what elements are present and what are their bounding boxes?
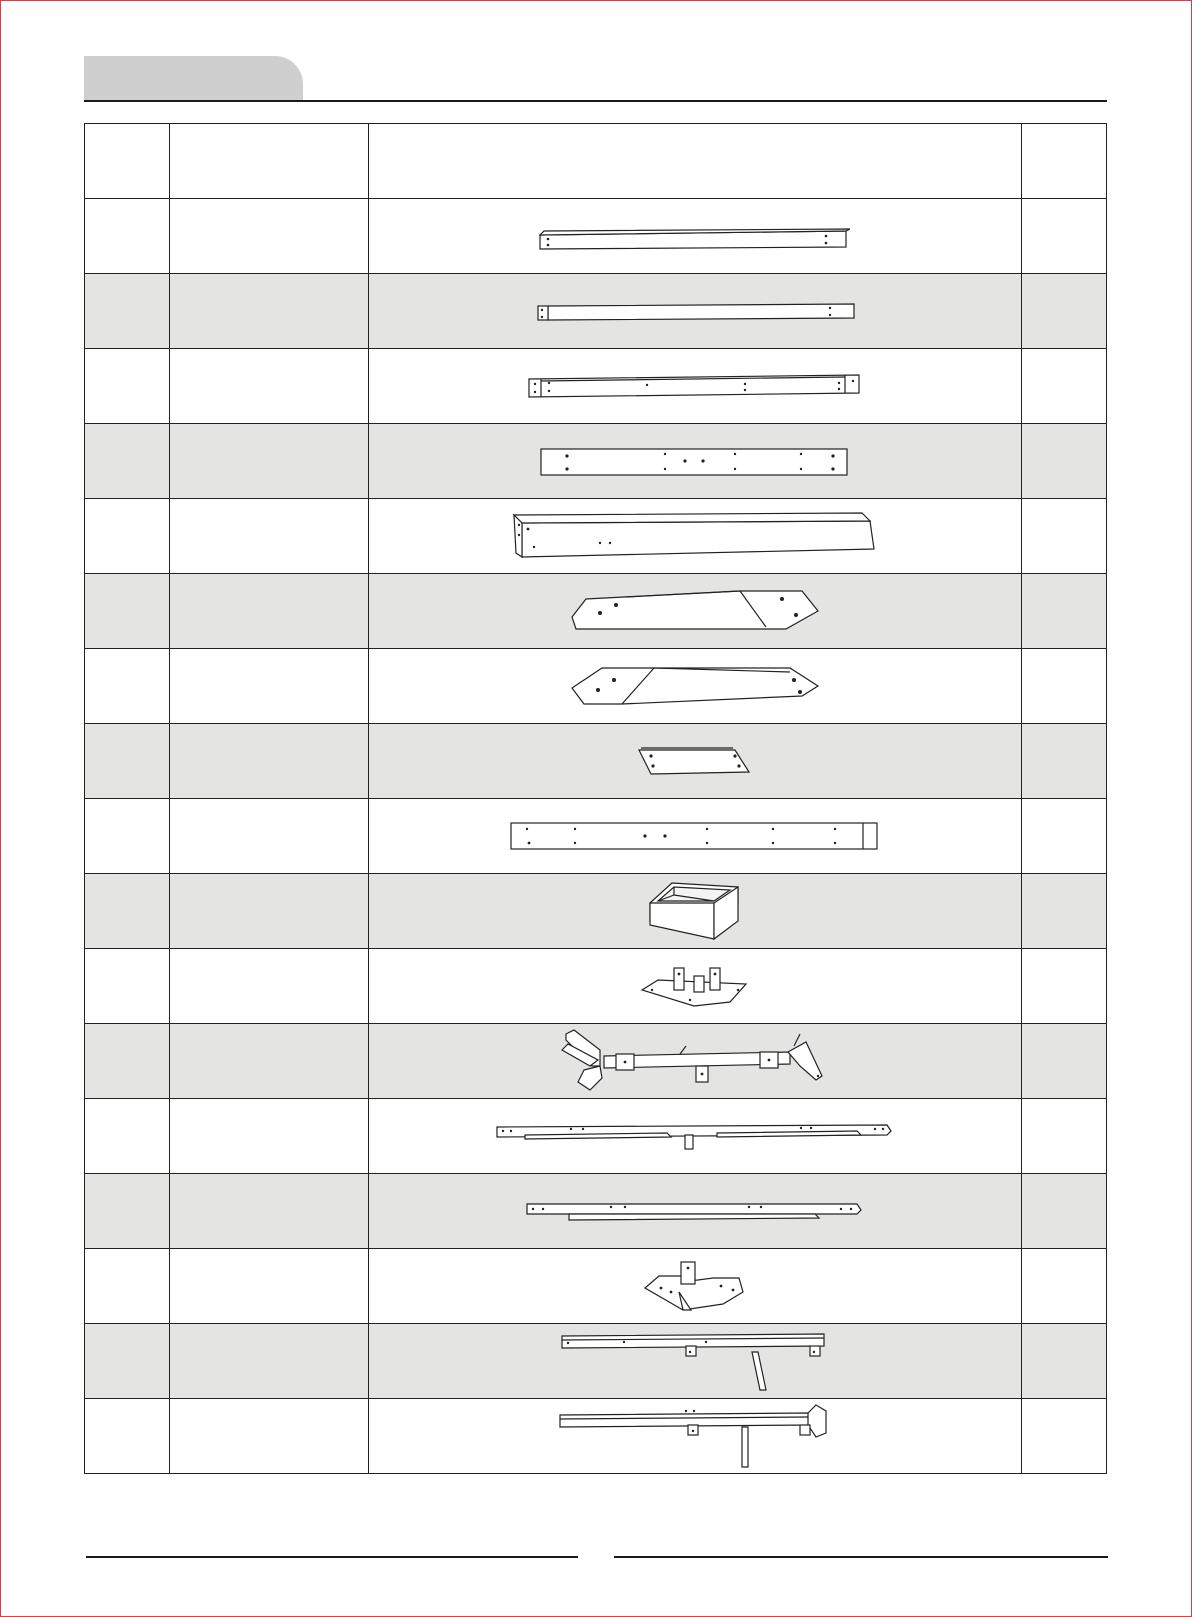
part-name (170, 1399, 369, 1474)
part-name (170, 874, 369, 949)
part-name (170, 499, 369, 574)
part-name (170, 799, 369, 874)
header-picture (369, 124, 1022, 199)
part-qty (1021, 724, 1106, 799)
header-rule (84, 100, 1107, 102)
part-qty (1021, 1249, 1106, 1324)
table-header-row (85, 124, 1107, 199)
long-slide-rail-icon (495, 1119, 895, 1153)
part-name (170, 724, 369, 799)
part-name (170, 424, 369, 499)
angled-brace-left-icon (570, 664, 820, 708)
corner-bracket-icon (643, 1258, 747, 1314)
part-number (85, 199, 170, 274)
part-name (170, 574, 369, 649)
part-qty (1021, 1024, 1106, 1099)
table-row (85, 274, 1107, 349)
part-name (170, 649, 369, 724)
medium-slide-rail-icon (525, 1196, 865, 1226)
part-number (85, 949, 170, 1024)
square-tube-bar-icon (530, 296, 860, 326)
part-name (170, 1324, 369, 1399)
part-name (170, 349, 369, 424)
part-number (85, 1249, 170, 1324)
part-qty (1021, 349, 1106, 424)
part-qty (1021, 799, 1106, 874)
part-name (170, 1249, 369, 1324)
table-row (85, 799, 1107, 874)
part-number (85, 1324, 170, 1399)
rail-with-post-icon (558, 1403, 832, 1469)
table-row (85, 424, 1107, 499)
base-frame-icon (560, 1026, 830, 1096)
channel-rail-icon (525, 369, 865, 403)
part-qty (1021, 199, 1106, 274)
bracket-plate-icon (640, 964, 750, 1008)
table-row (85, 949, 1107, 1024)
table-row (85, 724, 1107, 799)
table-row (85, 574, 1107, 649)
part-number (85, 1174, 170, 1249)
part-number (85, 424, 170, 499)
part-qty (1021, 424, 1106, 499)
large-square-tube-icon (510, 511, 880, 561)
part-name (170, 949, 369, 1024)
header-name (170, 124, 369, 199)
part-qty (1021, 274, 1106, 349)
part-number (85, 499, 170, 574)
footer-rule-right (614, 1556, 1108, 1558)
part-qty (1021, 574, 1106, 649)
part-number (85, 274, 170, 349)
part-number (85, 874, 170, 949)
part-qty (1021, 1099, 1106, 1174)
part-number (85, 574, 170, 649)
part-name (170, 274, 369, 349)
part-number (85, 349, 170, 424)
part-name (170, 1174, 369, 1249)
part-qty (1021, 1324, 1106, 1399)
part-name (170, 199, 369, 274)
section-tab (84, 56, 303, 101)
footer-rule-left (86, 1556, 578, 1558)
table-row (85, 1249, 1107, 1324)
rail-with-leg-icon (560, 1328, 830, 1394)
header-no (85, 124, 170, 199)
table-row (85, 1099, 1107, 1174)
flat-bar-icon (530, 219, 860, 253)
short-plate-icon (635, 744, 755, 778)
part-qty (1021, 949, 1106, 1024)
part-number (85, 1099, 170, 1174)
header-qty (1021, 124, 1106, 199)
part-name (170, 1024, 369, 1099)
part-number (85, 724, 170, 799)
table-row (85, 199, 1107, 274)
table-row (85, 649, 1107, 724)
part-number (85, 799, 170, 874)
long-drilled-rail-icon (507, 819, 883, 853)
part-qty (1021, 1174, 1106, 1249)
square-box-icon (648, 881, 742, 941)
table-row (85, 874, 1107, 949)
part-name (170, 1099, 369, 1174)
table-row (85, 1324, 1107, 1399)
part-qty (1021, 874, 1106, 949)
part-number (85, 1399, 170, 1474)
part-qty (1021, 649, 1106, 724)
part-qty (1021, 499, 1106, 574)
parts-list-table (84, 123, 1107, 1474)
table-row (85, 1399, 1107, 1474)
table-row (85, 1174, 1107, 1249)
table-row (85, 1024, 1107, 1099)
table-row (85, 349, 1107, 424)
drilled-plate-bar-icon (535, 444, 855, 478)
part-qty (1021, 1399, 1106, 1474)
table-row (85, 499, 1107, 574)
angled-brace-right-icon (570, 589, 820, 633)
part-number (85, 1024, 170, 1099)
part-number (85, 649, 170, 724)
